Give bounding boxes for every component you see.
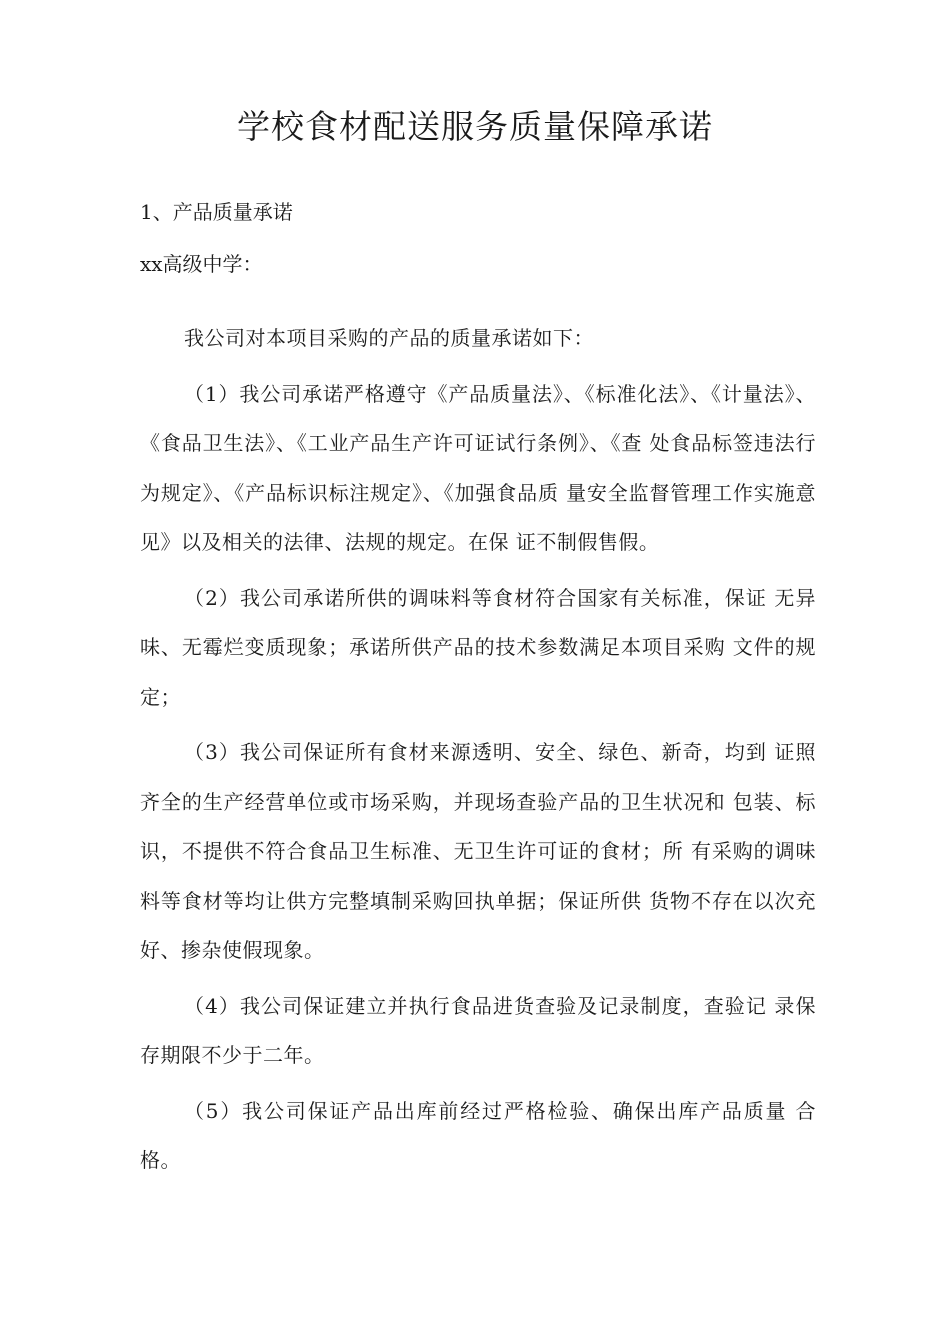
commitment-paragraph-1: （1）我公司承诺严格遵守《产品质量法》、《标准化法》、《计量法》、《食品卫生法》、《工业产品生产许可证试行条例》、《查 处食品标签违法行为规定》、《产品标识标注规定》、《加强食品质 量安全监督管理工作实施意见》以及相关的法律、法规的规定。在保 证不制假售假。 xyxy=(140,381,816,554)
intro-paragraph: 我公司对本项目采购的产品的质量承诺如下： xyxy=(184,326,594,350)
commitment-paragraph-3: （3）我公司保证所有食材来源透明、安全、绿色、新奇，均到 证照齐全的生产经营单位或市场采购，并现场查验产品的卫生状况和 包装、标识，不提供不符合食品卫生标准、无卫生许可证的食材；所 有采购的调味料等食材等均让供方完整填制采购回执单据；保证所供 货物不存在以次充好、掺杂使假现象。 xyxy=(140,740,816,962)
section-heading: 1、产品质量承诺 xyxy=(140,200,293,224)
commitment-paragraph-2: （2）我公司承诺所供的调味料等食材符合国家有关标准，保证 无异味、无霉烂变质现象；承诺所供产品的技术参数满足本项目采购 文件的规定； xyxy=(140,585,816,709)
body-text xyxy=(140,314,816,1192)
addressee: xx高级中学： xyxy=(140,252,263,276)
commitment-paragraph-5: （5）我公司保证产品出库前经过严格检验、确保出库产品质量 合格。 xyxy=(140,1098,816,1172)
document-title: 学校食材配送服务质量保障承诺 xyxy=(237,107,713,146)
commitment-paragraph-4: （4）我公司保证建立并执行食品进货查验及记录制度，查验记 录保存期限不少于二年。 xyxy=(140,993,816,1067)
